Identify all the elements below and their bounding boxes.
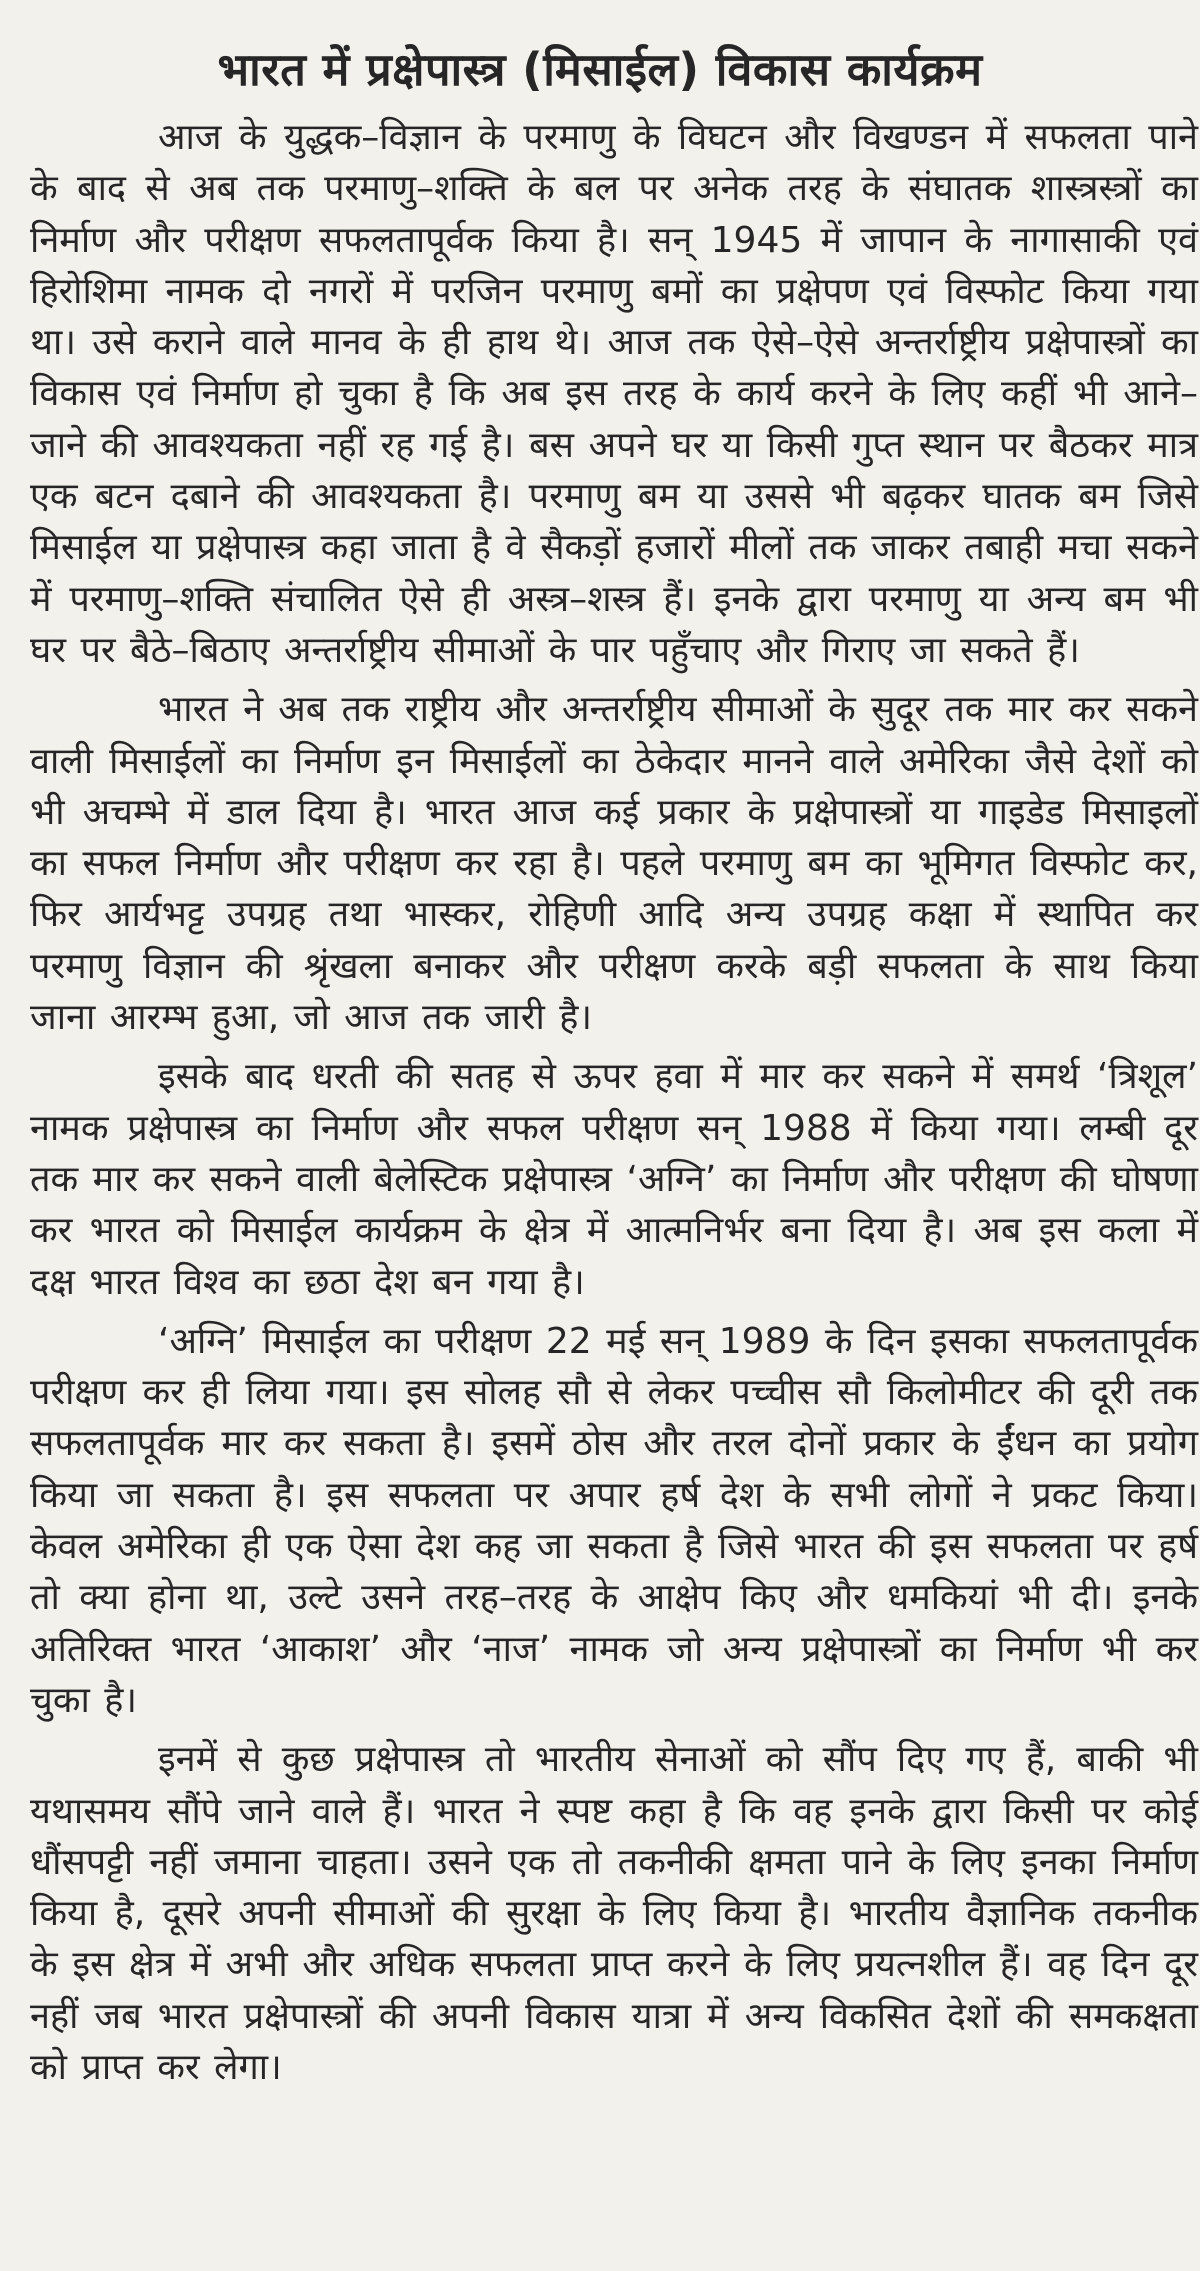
paragraph-1: आज के युद्धक–विज्ञान के परमाणु के विघटन और विखण्डन में सफलता पाने के बाद से अब तक परमाणु–शक्ति के बल पर अनेक तरह के संघातक शास्त्रस्त्रों का निर्माण और परीक्षण सफलतापूर्वक किया है। सन् 1945 में जापान के नागासाकी एवं हिरोशिमा नामक दो नगरों में परजिन परमाणु बमों का प्रक्षेपण एवं विस्फोट किया गया था। उसे कराने वाले मानव के ही हाथ थे। आज तक ऐसे–ऐसे अन्तर्राष्ट्रीय प्रक्षेपास्त्रों का विकास एवं निर्माण हो चुका है कि अब इस तरह के कार्य करने के लिए कहीं भी आने–जाने की आवश्यकता नहीं रह गई है। बस अपने घर या किसी गुप्त स्थान पर बैठकर मात्र एक बटन दबाने की आवश्यकता है। परमाणु बम या उससे भी बढ़कर घातक बम जिसे मिसाईल या प्रक्षेपास्त्र कहा जाता है वे सैकड़ों हजारों मीलों तक जाकर तबाही मचा सकने में परमाणु–शक्ति संचालित ऐसे ही अस्त्र–शस्त्र हैं। इनके द्वारा परमाणु या अन्य बम भी घर पर बैठे–बिठाए अन्तर्राष्ट्रीय सीमाओं के पार पहुँचाए और गिराए जा सकते हैं। — [30, 117, 1198, 671]
paragraph-4: ‘अग्नि’ मिसाईल का परीक्षण 22 मई सन् 1989 के दिन इसका सफलतापूर्वक परीक्षण कर ही लिया गया। इस सोलह सौ से लेकर पच्चीस सौ किलोमीटर की दूरी तक सफलतापूर्वक मार कर सकता है। इसमें ठोस और तरल दोनों प्रकार के ईंधन का प्रयोग किया जा सकता है। इस सफलता पर अपार हर्ष देश के सभी लोगों ने प्रकट किया। केवल अमेरिका ही एक ऐसा देश कह जा सकता है जिसे भारत की इस सफलता पर हर्ष तो क्या होना था, उल्टे उसने तरह–तरह के आक्षेप किए और धमकियां भी दी। इनके अतिरिक्त भारत ‘आकाश’ और ‘नाज’ नामक जो अन्य प्रक्षेपास्त्रों का निर्माण भी कर चुका है। — [30, 1320, 1198, 1721]
paragraph-2: भारत ने अब तक राष्ट्रीय और अन्तर्राष्ट्रीय सीमाओं के सुदूर तक मार कर सकने वाली मिसाईलों का निर्माण इन मिसाईलों का ठेकेदार मानने वाले अमेरिका जैसे देशों को भी अचम्भे में डाल दिया है। भारत आज कई प्रकार के प्रक्षेपास्त्रों या गाइडेड मिसाइलों का सफल निर्माण और परीक्षण कर रहा है। पहले परमाणु बम का भूमिगत विस्फोट कर, फिर आर्यभट्ट उपग्रह तथा भास्कर, रोहिणी आदि अन्य उपग्रह कक्षा में स्थापित कर परमाणु विज्ञान की श्रृंखला बनाकर और परीक्षण करके बड़ी सफलता के साथ किया जाना आरम्भ हुआ, जो आज तक जारी है। — [30, 689, 1198, 1039]
paragraph-3: इसके बाद धरती की सतह से ऊपर हवा में मार कर सकने में समर्थ ‘त्रिशूल’ नामक प्रक्षेपास्त्र का निर्माण और सफल परीक्षण सन् 1988 में किया गया। लम्बी दूर तक मार कर सकने वाली बेलेस्टिक प्रक्षेपास्त्र ‘अग्नि’ का निर्माण और परीक्षण की घोषणा कर भारत को मिसाईल कार्यक्रम के क्षेत्र में आत्मनिर्भर बना दिया है। अब इस कला में दक्ष भारत विश्व का छठा देश बन गया है। — [30, 1056, 1198, 1303]
essay-title: भारत में प्रक्षेपास्त्र (मिसाईल) विकास कार्यक्रम — [217, 43, 983, 96]
paragraph-5: इनमें से कुछ प्रक्षेपास्त्र तो भारतीय सेनाओं को सौंप दिए गए हैं, बाकी भी यथासमय सौंपे जाने वाले हैं। भारत ने स्पष्ट कहा है कि वह इनके द्वारा किसी पर कोई धौंसपट्टी नहीं जमाना चाहता। उसने एक तो तकनीकी क्षमता पाने के लिए इनका निर्माण किया है, दूसरे अपनी सीमाओं की सुरक्षा के लिए किया है। भारतीय वैज्ञानिक तकनीक के इस क्षेत्र में अभी और अधिक सफलता प्राप्त करने के लिए प्रयत्नशील हैं। वह दिन दूर नहीं जब भारत प्रक्षेपास्त्रों की अपनी विकास यात्रा में अन्य विकसित देशों की समकक्षता को प्राप्त कर लेगा। — [30, 1739, 1198, 2088]
